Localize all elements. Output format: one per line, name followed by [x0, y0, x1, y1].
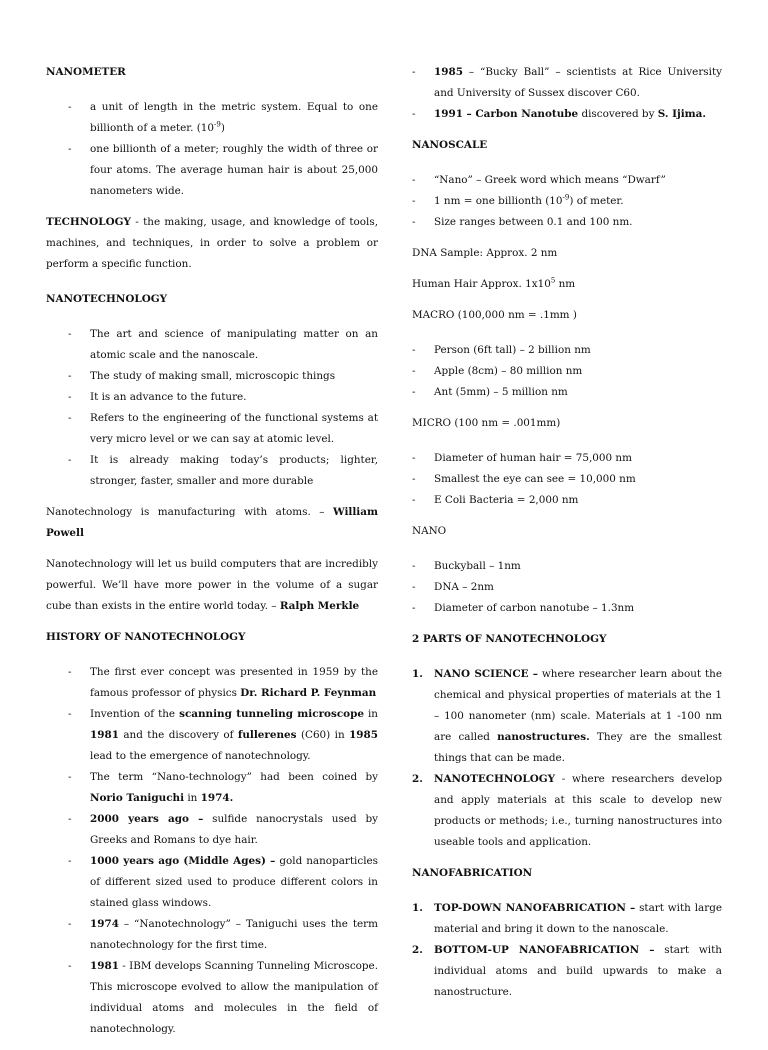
nanometer-heading: NANOMETER	[46, 66, 126, 78]
list-item: - It is already making today’s products; lighter, stronger, faster, smaller and more durable	[46, 450, 378, 492]
list-item: - 1981 - IBM develops Scanning Tunneling Microscope. This microscope evolved to allow the manipulation of individual atoms and molecules in the field of nanotechnology.	[46, 956, 378, 1040]
right-column	[412, 62, 722, 1013]
nano-list	[412, 556, 722, 619]
list-item: - It is an advance to the future.	[46, 387, 378, 408]
history-list	[46, 662, 378, 1040]
list-item: - 2000 years ago – sulfide nanocrystals used by Greeks and Romans to dye hair.	[46, 809, 378, 851]
nanotechnology-heading: NANOTECHNOLOGY	[46, 293, 168, 305]
dna-sample: DNA Sample: Approx. 2 nm	[412, 247, 558, 259]
history-list-continued	[412, 62, 722, 125]
list-item: - Person (6ft tall) – 2 billion nm	[412, 340, 722, 361]
nanometer-list	[46, 97, 378, 202]
list-item: - The art and science of manipulating matter on an atomic scale and the nanoscale.	[46, 324, 378, 366]
list-item: 2. BOTTOM-UP NANOFABRICATION – start with individual atoms and build upwards to make a nanostructure.	[412, 944, 722, 998]
list-item: - DNA – 2nm	[412, 577, 722, 598]
nano-heading: NANO	[412, 525, 447, 537]
list-item: - a unit of length in the metric system. Equal to one billionth of a meter. $(10^{-9})$	[46, 97, 378, 139]
nanofabrication-list	[412, 898, 722, 1003]
list-item: - Apple (8cm) – 80 million nm	[412, 361, 722, 382]
list-item: - one billionth of a meter; roughly the width of three or four atoms. The average human hair is about 25,000 nanometers wide.	[46, 139, 378, 202]
micro-list	[412, 448, 722, 511]
list-item: - 1991 – Carbon Nanotube discovered by S. Ijima.	[412, 104, 722, 125]
list-item: - Size ranges between 0.1 and 100 nm.	[412, 212, 722, 233]
list-item: - Ant (5mm) – 5 million nm	[412, 382, 722, 403]
quote-powell: Nanotechnology is manufacturing with atoms. – William Powell	[46, 506, 378, 539]
list-item: - The first ever concept was presented in 1959 by the famous professor of physics Dr. Richard P. Feynman	[46, 662, 378, 704]
list-item: - 1000 years ago (Middle Ages) – gold nanoparticles of different sized used to produce different colors in stained glass windows.	[46, 851, 378, 914]
list-item: - Refers to the engineering of the functional systems at very micro level or we can say at atomic level.	[46, 408, 378, 450]
list-item: 1. TOP-DOWN NANOFABRICATION – start with large material and bring it down to the nanoscale.	[412, 902, 723, 935]
nanoscale-heading: NANOSCALE	[412, 139, 488, 151]
quote-merkle: Nanotechnology will let us build computers that are incredibly powerful. We’ll have more power in the volume of a sugar cube than exists in the entire world today. – Ralph Merkle	[46, 558, 378, 612]
list-item: - Diameter of carbon nanotube – 1.3nm	[412, 598, 722, 619]
nanofabrication-heading: NANOFABRICATION	[412, 867, 533, 879]
list-item: - 1 nm = one billionth $(10^{-9})$ of meter.	[412, 191, 722, 212]
list-item: - E Coli Bacteria = 2,000 nm	[412, 490, 722, 511]
nanoscale-list	[412, 170, 722, 233]
parts-heading: 2 PARTS OF NANOTECHNOLOGY	[412, 633, 607, 645]
list-item: - “Nano” – Greek word which means “Dwarf”	[412, 170, 722, 191]
list-item: - Smallest the eye can see = 10,000 nm	[412, 469, 722, 490]
history-heading: HISTORY OF NANOTECHNOLOGY	[46, 631, 246, 643]
list-item: - The study of making small, microscopic things	[46, 366, 378, 387]
list-item: 1. NANO SCIENCE – where researcher learn about the chemical and physical properties of materials at the 1 – 100 nanometer (nm) scale. Materials at 1 -100 nm are called nanostructures. They are the smallest things that can be made.	[412, 668, 722, 764]
list-item: - 1985 – “Bucky Ball” – scientists at Rice University and University of Sussex discover C60.	[412, 62, 722, 104]
list-item: - Buckyball – 1nm	[412, 556, 722, 577]
macro-heading: MACRO (100,000 nm = .1mm )	[412, 309, 577, 321]
list-item: - 1974 – “Nanotechnology” – Taniguchi uses the term nanotechnology for the first time.	[46, 914, 378, 956]
macro-list	[412, 340, 722, 403]
list-item: - The term “Nano-technology” had been coined by Norio Taniguchi in 1974.	[46, 767, 378, 809]
technology-definition: TECHNOLOGY - the making, usage, and knowledge of tools, machines, and techniques, in order to solve a problem or perform a specific function.	[46, 216, 378, 270]
left-column	[46, 62, 378, 1050]
nanotechnology-list	[46, 324, 378, 492]
human-hair: Human Hair Approx. $1x10^5$ nm	[412, 276, 576, 290]
list-item: - Diameter of human hair = 75,000 nm	[412, 448, 722, 469]
parts-list	[412, 664, 722, 853]
list-item: - Invention of the scanning tunneling microscope in 1981 and the discovery of fullerenes (C60) in 1985 lead to the emergence of nanotechnology.	[46, 704, 378, 767]
micro-heading: MICRO (100 nm = .001mm)	[412, 417, 561, 429]
list-item: 2. NANOTECHNOLOGY - where researchers develop and apply materials at this scale to develop new products or methods; i.e., turning nanostructures into useable tools and application.	[412, 773, 722, 848]
